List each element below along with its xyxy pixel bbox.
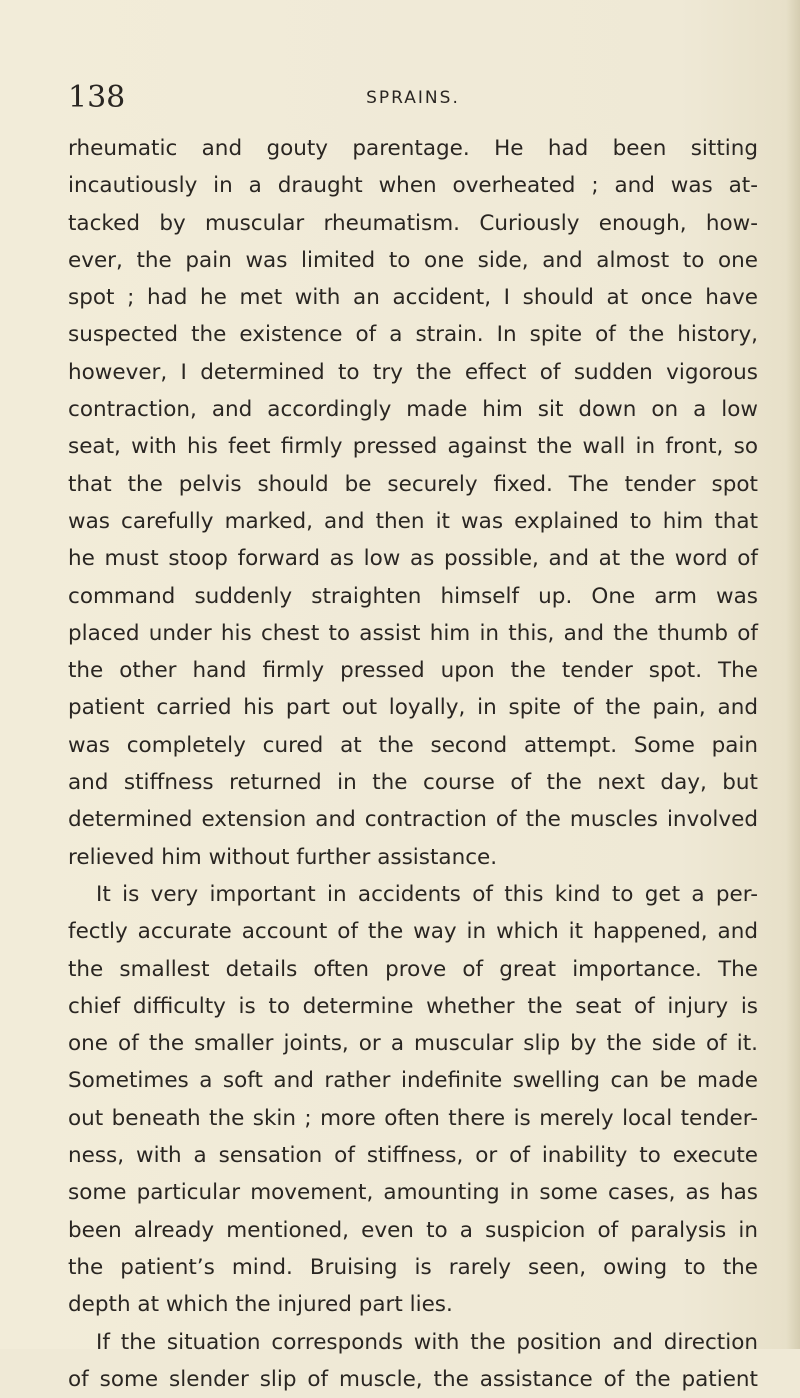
text-line: was carefully marked, and then it was explained to him that [68,508,758,534]
text-line: Sometimes a soft and rather indefinite swelling can be made [68,1068,758,1094]
text-line: the smallest details often prove of great importance. The [68,956,758,982]
text-line: and stiffness returned in the course of the next day, but [68,770,758,796]
text-line: ness, with a sensation of stiffness, or of inability to execute [68,1143,758,1169]
text-line: placed under his chest to assist him in this, and the thumb of [68,620,758,646]
text-line: tacked by muscular rheumatism. Curiously enough, how- [68,210,758,236]
text-line-paragraph-start: It is very important in accidents of this kind to get a per- [96,881,758,907]
text-line: was completely cured at the second attempt. Some pain [68,732,758,758]
text-line: however, I determined to try the effect of sudden vigorous [68,359,758,385]
running-head: SPRAINS. [366,88,460,108]
page-header [68,80,758,128]
text-line: suspected the existence of a strain. In spite of the history, [68,322,758,348]
text-line: command suddenly straighten himself up. One arm was [68,583,758,609]
text-line: that the pelvis should be securely fixed. The tender spot [68,471,758,497]
text-line: patient carried his part out loyally, in spite of the pain, and [68,695,758,721]
text-line: seat, with his feet firmly pressed against the wall in front, so [68,434,758,460]
text-line: some particular movement, amounting in some cases, as has [68,1180,758,1206]
text-line: fectly accurate account of the way in which it happened, and [68,919,758,945]
text-line: spot ; had he met with an accident, I should at once have [68,285,758,311]
text-line: determined extension and contraction of the muscles involved [68,807,758,833]
text-line: chief difficulty is to determine whether the seat of injury is [68,993,758,1019]
body-text [68,130,758,1398]
text-line: ever, the pain was limited to one side, and almost to one [68,247,758,273]
text-line: out beneath the skin ; more often there is merely local tender- [68,1105,758,1131]
text-line: of some slender slip of muscle, the assistance of the patient [68,1366,758,1392]
text-line: he must stoop forward as low as possible, and at the word of [68,546,758,572]
text-line: incautiously in a draught when overheated ; and was at- [68,173,758,199]
text-line-paragraph-start: If the situation corresponds with the position and direction [96,1329,758,1355]
text-line: been already mentioned, even to a suspicion of paralysis in [68,1217,758,1243]
text-line: one of the smaller joints, or a muscular slip by the side of it. [68,1031,758,1057]
text-line: contraction, and accordingly made him sit down on a low [68,397,758,423]
text-line: rheumatic and gouty parentage. He had been sitting [68,136,758,161]
page-edge-shadow [786,0,800,1349]
text-line-paragraph-end: depth at which the injured part lies. [68,1292,453,1318]
text-line-paragraph-end: relieved him without further assistance. [68,844,498,870]
text-line: the patient’s mind. Bruising is rarely seen, owing to the [68,1254,758,1280]
text-line: the other hand firmly pressed upon the tender spot. The [68,658,758,684]
page-number: 138 [68,80,126,115]
